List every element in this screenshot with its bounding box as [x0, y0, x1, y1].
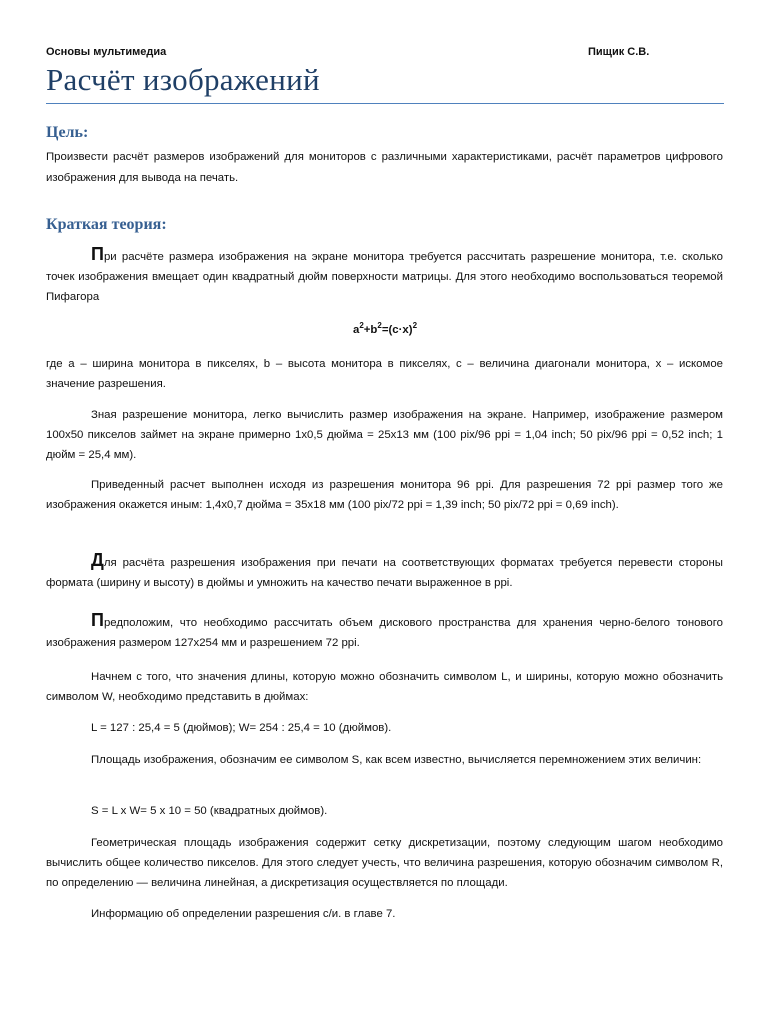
- paragraph-6-text: редположим, что необходимо рассчитать объем дискового пространства для хранения черно-белого тонового изображения размером 127x254 мм и разрешением 72 ppi.: [46, 617, 723, 649]
- header-author: Пищик С.В.: [588, 46, 650, 58]
- running-header: [46, 46, 724, 58]
- formula-rhs: =(c·x): [381, 323, 413, 336]
- paragraph-10: S = L x W= 5 x 10 = 50 (квадратных дюймов).: [91, 805, 328, 817]
- paragraph-4: Приведенный расчет выполнен исходя из разрешения монитора 96 ppi. Для разрешения 72 ppi размер того же изображения окажется иным: 1,4x0,7 дюйма = 35x18 мм (100 pix/72 ppi = 1,39 inch; 50 pix/72 ppi = 0,69 inch).: [46, 479, 723, 511]
- paragraph-12: Информацию об определении разрешения с/и. в главе 7.: [91, 908, 396, 920]
- paragraph-3: Зная разрешение монитора, легко вычислить размер изображения на экране. Например, изображение размером 100x50 пикселов займет на экране примерно 1x0,5 дюйма = 25x13 мм (100 pix/96 ppi = 1,04 inch; 50 pix/96 ppi = 0,52 inch; 1 дюйм = 25,4 мм).: [46, 409, 723, 461]
- paragraph-1: [46, 244, 723, 307]
- paragraph-5-text: ля расчёта разрешения изображения при печати на соответствующих форматах требуется перевести стороны формата (ширину и высоту) в дюймы и умножить на качество печати выраженное в ppi.: [46, 557, 723, 589]
- paragraph-7: Начнем с того, что значения длины, которую можно обозначить символом L, и ширины, которую можно обозначить символом W, необходимо представить в дюймах:: [46, 671, 723, 703]
- paragraph-8: L = 127 : 25,4 = 5 (дюймов); W= 254 : 25,4 = 10 (дюймов).: [91, 722, 392, 734]
- paragraph-2: где a – ширина монитора в пикселях, b – высота монитора в пикселях, c – величина диагонали монитора, x – искомое значение разрешения.: [46, 358, 723, 390]
- goal-text: Произвести расчёт размеров изображений для мониторов с различными характеристиками, расчёт параметров цифрового изображения для вывода на печать.: [46, 151, 723, 184]
- theory-heading: Краткая теория:: [46, 216, 167, 233]
- formula-sup-a: 2: [359, 321, 364, 330]
- formula-a: a: [352, 323, 360, 336]
- paragraph-11: Геометрическая площадь изображения содержит сетку дискретизации, поэтому следующим шагом необходимо вычислить общее количество пикселов. Для этого следует учесть, что величина разрешения, которую обозначим символом R, по определению — величина линейная, а дискретизация осуществляется по площади.: [46, 837, 723, 889]
- paragraph-1-text: ри расчёте размера изображения на экране монитора требуется рассчитать разрешение монитора, т.е. сколько точек изображения вмещает один квадратный дюйм поверхности матрицы. Для этого необходимо воспользоваться теоремой Пифагора: [46, 251, 723, 303]
- formula-sup-rhs: 2: [412, 321, 418, 330]
- drop-letter: П: [91, 610, 104, 630]
- formula-b: +b: [363, 323, 378, 336]
- paragraph-6: [46, 610, 723, 653]
- paragraph-9: Площадь изображения, обозначим ее символом S, как всем известно, вычисляется перемножением этих величин:: [91, 754, 702, 766]
- header-course: Основы мультимедиа: [46, 46, 167, 58]
- paragraph-5: [46, 550, 723, 593]
- pythagoras-formula: [46, 321, 724, 336]
- drop-letter: П: [91, 244, 104, 264]
- goal-heading: Цель:: [46, 124, 89, 141]
- title-rule: [46, 103, 724, 104]
- drop-letter: Д: [91, 550, 104, 570]
- formula-sup-b: 2: [377, 321, 382, 330]
- document-title: Расчёт изображений: [46, 62, 320, 97]
